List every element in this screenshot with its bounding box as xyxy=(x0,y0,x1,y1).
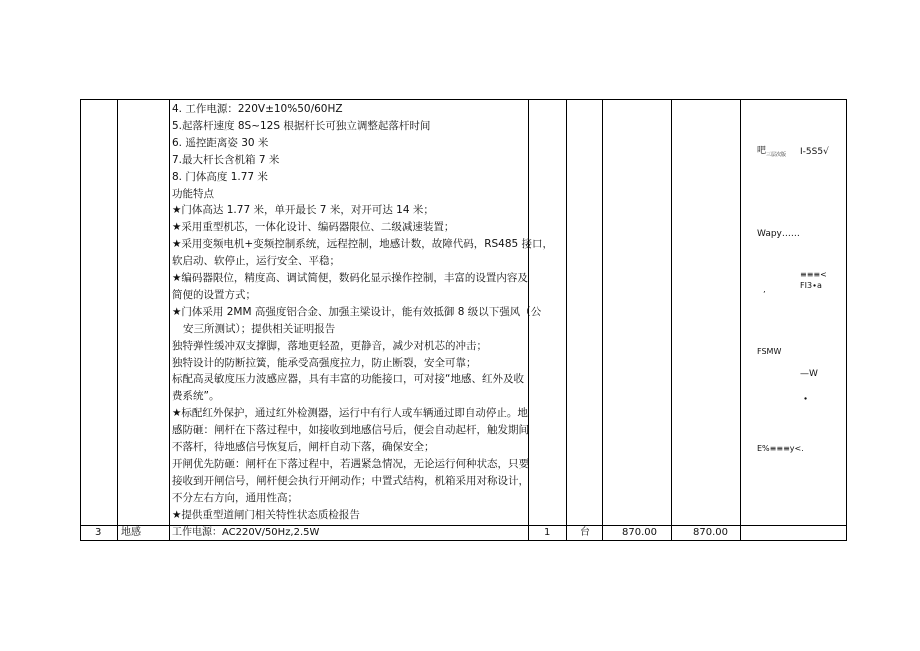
spec-line: 8. 门体高度 1.77 米 xyxy=(172,170,268,183)
spec-line: 5.起落杆速度 8S~12S 根据杆长可独立调整起落杆时间 xyxy=(172,119,431,132)
item-spec: 工作电源：AC220V/50Hz,2.5W xyxy=(172,527,320,538)
spec-line: 费系统”。 xyxy=(172,390,220,403)
spec-line: ★编码器限位，精度高、调试简便，数码化显示操作控制，丰富的设置内容及 xyxy=(172,272,528,284)
item-name: 地感 xyxy=(121,527,141,538)
item-total: 870.00 xyxy=(693,527,728,538)
col-line-2 xyxy=(169,99,170,541)
spec-line: 不分左右方向，通用性高； xyxy=(172,491,298,504)
spec-line: ★标配红外保护，通过红外检测器，运行中有行人或车辆通过即自动停止。地 xyxy=(172,407,528,420)
spec-line: 简便的设置方式； xyxy=(172,288,256,301)
col-line-0 xyxy=(80,99,81,541)
spec-line: 软启动、软停止，运行安全、平稳； xyxy=(172,255,340,268)
row-top-border xyxy=(80,99,847,100)
spec-line: ★采用重型机芯，一体化设计、编码器限位、二级减速装置； xyxy=(172,221,455,234)
spec-line: 6. 遥控距离姿 30 米 xyxy=(172,136,269,149)
spec-line: 接收到开闸信号，闸杆便会执行开闸动作；中置式结构，机箱采用对称设计， xyxy=(172,474,529,487)
col-line-5 xyxy=(602,99,603,541)
spec-line: 标配高灵敏度压力波感应器，具有丰富的功能接口，可对接“地感、红外及收 xyxy=(172,373,524,386)
row-index: 3 xyxy=(95,527,102,538)
col-line-7 xyxy=(740,99,741,541)
row-divider xyxy=(80,525,847,526)
margin-mark: I-5S5√ xyxy=(800,147,829,157)
col-line-8 xyxy=(846,99,847,541)
spec-line: 安三所测试）；提供相关证明报告 xyxy=(183,322,336,335)
margin-mark: ∙ xyxy=(803,394,809,403)
col-line-6 xyxy=(671,99,672,541)
spec-line: 开闸优先防砸：闸杆在下落过程中，若遇紧急情况，无论运行何种状态，只要 xyxy=(172,457,529,470)
spec-line: 7.最大杆长含机箱 7 米 xyxy=(172,153,280,166)
spec-line: 功能特点 xyxy=(172,187,214,200)
margin-mark: ≡≡≡< xyxy=(800,270,827,279)
spec-line: ★提供重型道闸门相关特性状态质检报告 xyxy=(172,508,360,521)
margin-mark: —W xyxy=(800,369,818,379)
item-unit: 台 xyxy=(580,527,590,538)
row-bottom-border xyxy=(80,540,847,541)
col-line-1 xyxy=(117,99,118,541)
spec-line: 感防砸：闸杆在下落过程中，如接收到地感信号后，便会自动起杆，触发期间 xyxy=(172,424,529,437)
margin-mark: FI3∙a xyxy=(800,281,822,290)
col-line-4 xyxy=(566,99,567,541)
spec-line: 不落杆，待地感信号恢复后，闸杆自动下落，确保安全； xyxy=(172,441,435,453)
item-price: 870.00 xyxy=(622,527,657,538)
margin-mark: Wapy…… xyxy=(757,229,800,239)
margin-mark-small: 三层次版 xyxy=(766,152,787,158)
margin-mark: 吧 xyxy=(757,146,767,156)
margin-mark: E%≡≡≡y<. xyxy=(757,444,804,453)
margin-mark: ’ xyxy=(763,290,766,299)
spec-line: ★门体采用 2MM 高强度铝合金、加强主梁设计，能有效抵御 8 级以下强风（公 xyxy=(172,305,542,318)
margin-mark: FSMW xyxy=(757,347,782,356)
spec-line: ★门体高达 1.77 米，单开最长 7 米，对开可达 14 米； xyxy=(172,204,434,217)
spec-line: 独特设计的防断拉簧，能承受高强度拉力，防止断裂，安全可靠； xyxy=(172,356,477,369)
spec-line: ★采用变频电机+变频控制系统，远程控制，地感计数，故障代码，RS485 接口， xyxy=(172,238,554,251)
spec-line: 4. 工作电源：220V±10%50/60HZ xyxy=(172,103,343,115)
spec-line: 独特弹性缓冲双支撑脚，落地更轻盈，更静音，减少对机芯的冲击； xyxy=(172,339,487,352)
item-qty: 1 xyxy=(544,527,551,538)
